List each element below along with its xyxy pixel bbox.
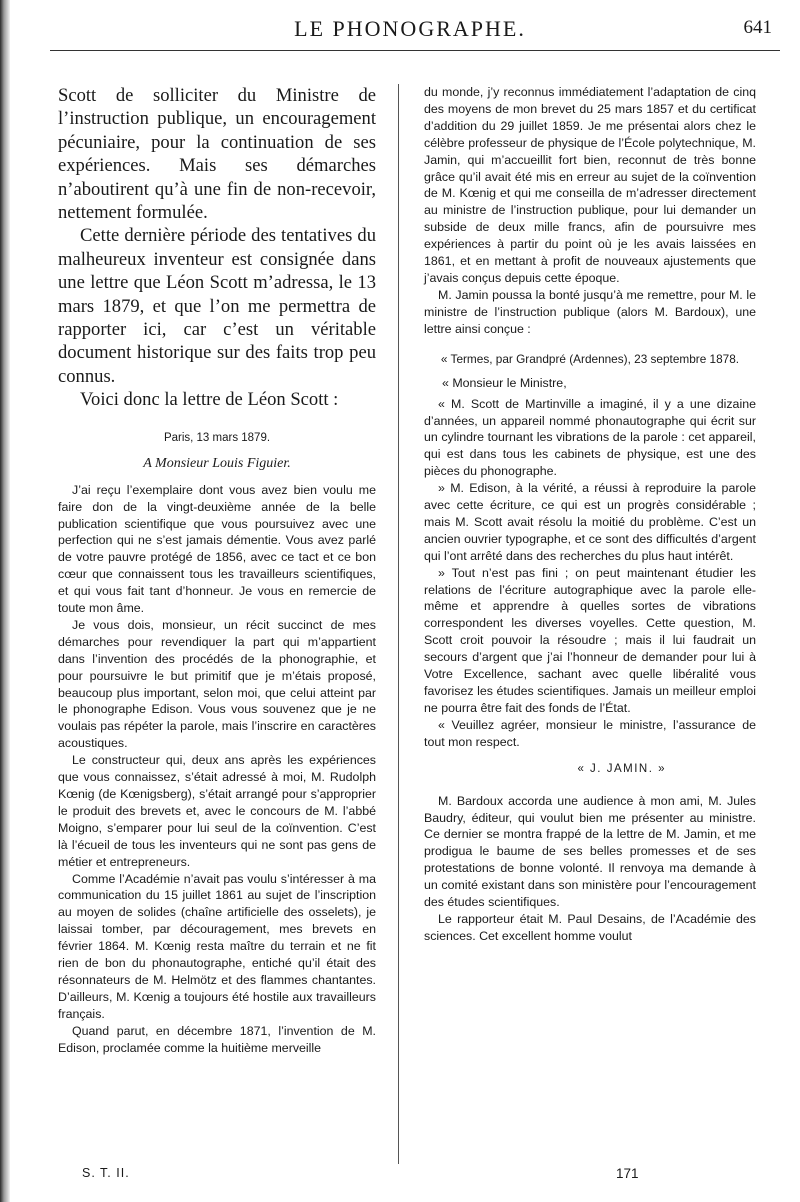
header-rule [50,50,780,51]
column-divider [398,84,399,1164]
quoted-paragraph-2: » M. Edison, à la vérité, a réussi à reproduire la parole avec cette écriture, ce qui est un progrès considérable ; mais M. Scott avait résolu la moitié du problème. C’est un ancien ouvrier typographe, et ce sont des difficultés d’argent qui l’ont arrêté dans des recherches du plus haut intérêt. [424,481,756,563]
intro-paragraph-3: Voici donc la lettre de Léon Scott : [80,389,339,411]
right-paragraph-4: Le rapporteur était M. Paul Desains, de l’Académie des sciences. Cet excellent homme voulut [424,911,756,943]
quoted-letter-salutation: « Monsieur le Ministre, [442,375,567,390]
letter-paragraph-2: Je vous dois, monsieur, un récit succinct de mes démarches pour revendiquer la part qui m’appartient dans l’invention des procédés de la phonographie, et pour poursuivre le but primitif que je m’étais proposé, beaucoup plus important, selon moi, que celui atteint par le phonographe Edison. Vous vous souvenez que je ne voulais pas répéter la parole, mais l’inscrire en caractères acoustiques. [58,617,376,751]
running-title: LE PHONOGRAPHE. [294,16,526,41]
right-paragraph-1: du monde, j’y reconnus immédiatement l’adaptation de cinq des moyens de mon brevet du 25 mars 1857 et du certificat d’addition du 29 juillet 1859. Je me présentai alors chez le célèbre professeur de physique de l’École polytechnique, M. Jamin, qui m’accueillit fort bien, reconnut de très bonne grâce qu’il avait été mis en erreur au sujet de la coïnvention de M. Kœnig et qui me conseilla de m’adresser directement au ministre de l’instruction publique, pour lui demander un subside de deux mille francs, afin de poursuivre mes expériences à partir du point où je les avais laissées en 1861, et en mettant à profit de nouveaux ajustements que j’avais conçus depuis cette époque. [424,85,756,285]
gathering-number: 171 [616,1166,639,1181]
left-column [58,84,376,1057]
letter-salutation: A Monsieur Louis Figuier. [143,455,291,471]
running-header [40,16,780,46]
binding-shadow [0,0,10,1202]
right-paragraph-2: M. Jamin poussa la bonté jusqu’à me remettre, pour M. le ministre de l’instruction publique (alors M. Bardoux), une lettre ainsi conçue : [424,287,756,336]
page-number: 641 [743,17,772,38]
quoted-letter-signature: « J. JAMIN. » [577,762,666,775]
intro-paragraph-1: Scott de solliciter du Ministre de l’instruction publique, un encouragement pécuniaire, pour la continuation de ses expériences. Mais ses démarches n’aboutirent qu’à une fin de non-recevoir, nettement formulée. [58,85,376,224]
letter-dateline: Paris, 13 mars 1879. [163,431,271,444]
letter-paragraph-1: J’ai reçu l’exemplaire dont vous avez bien voulu me faire don de la vingt-deuxième année de la belle publication scientifique que vous poursuivez avec une perfection qui ne s’est jamais démentie. Vous avez parlé de votre pauvre protégé de 1856, avec ce tact et ce bon cœur que connaissent tous les travailleurs scientifiques, et qui vous fait tant d’honneur. Je vous en remercie de toute mon âme. [58,482,376,616]
letter-paragraph-3: Le constructeur qui, deux ans après les expériences que vous connaissez, s’était adressé à moi, M. Rudolph Kœnig (de Kœnigsberg), s’était arrangé pour s’approprier le produit des brevets et, avec le concours de M. l’abbé Moigno, s’emparer pour lui seul de la coïnvention. C’est là l’écueil de tous les inventeurs qui ne sont pas gens de métier et entrepreneurs. [58,753,376,869]
letter-paragraph-4: Comme l’Académie n’avait pas voulu s’intéresser à ma communication du 15 juillet 1861 au sujet de l’inscription au moyen de solides (chaîne artificielle des osselets), je laissai tomber, par découragement, mes brevets en février 1864. M. Kœnig resta maître du terrain et ne fit rien de bon du phonautographe, entiché qu’il était des résonnateurs de M. Helmötz et des flammes chantantes. D’ailleurs, M. Kœnig a toujours été hostile aux travailleurs français. [58,871,376,1021]
quoted-paragraph-4: « Veuillez agréer, monsieur le ministre, l’assurance de tout mon respect. [424,717,756,749]
quoted-letter-dateline: « Termes, par Grandpré (Ardennes), 23 septembre 1878. [440,351,740,366]
quoted-paragraph-3: » Tout n’est pas fini ; on peut maintenant étudier les relations de l’écriture autographique avec la parole elle-même et apprendre à quelles sortes de vibrations correspondent les diverses voyelles. Cette question, M. Scott croit pouvoir la résoudre ; mais il lui faudrait un secours d’argent que j’ai l’honneur de demander pour lui à Votre Excellence, sachant avec quelle libéralité vous favorisez les études scientifiques. Jamais un meilleur emploi ne pourra être fait des fonds de l’État. [424,565,756,715]
right-column [424,84,756,945]
right-paragraph-3: M. Bardoux accorda une audience à mon ami, M. Jules Baudry, éditeur, qui voulut bien me présenter au ministre. Ce dernier se montra frappé de la lettre de M. Jamin, et me prodigua le baume de ses belles promesses et de ses protestations de bonne volonté. Il renvoya ma demande à un comité existant dans son ministère pour l’encouragement des études scientifiques. [424,793,756,910]
quoted-paragraph-1: « M. Scott de Martinville a imaginé, il y a une dizaine d’années, un appareil nommé phonautographe qui écrit sur un cylindre tournant les vibrations de la parole : cet appareil, qui est dans tous les cabinets de physique, est une des pièces du phonographe. [424,396,756,479]
letter-paragraph-5: Quand parut, en décembre 1871, l’invention de M. Edison, proclamée comme la huitième merveille [58,1023,376,1055]
signature-mark: S. T. II. [82,1166,130,1180]
intro-paragraph-2: Cette dernière période des tentatives du malheureux inventeur est consignée dans une lettre que Léon Scott m’adressa, le 13 mars 1879, et que l’on me permettra de rapporter ici, car c’est un véritable document historique sur des faits trop peu connus. [58,225,376,387]
